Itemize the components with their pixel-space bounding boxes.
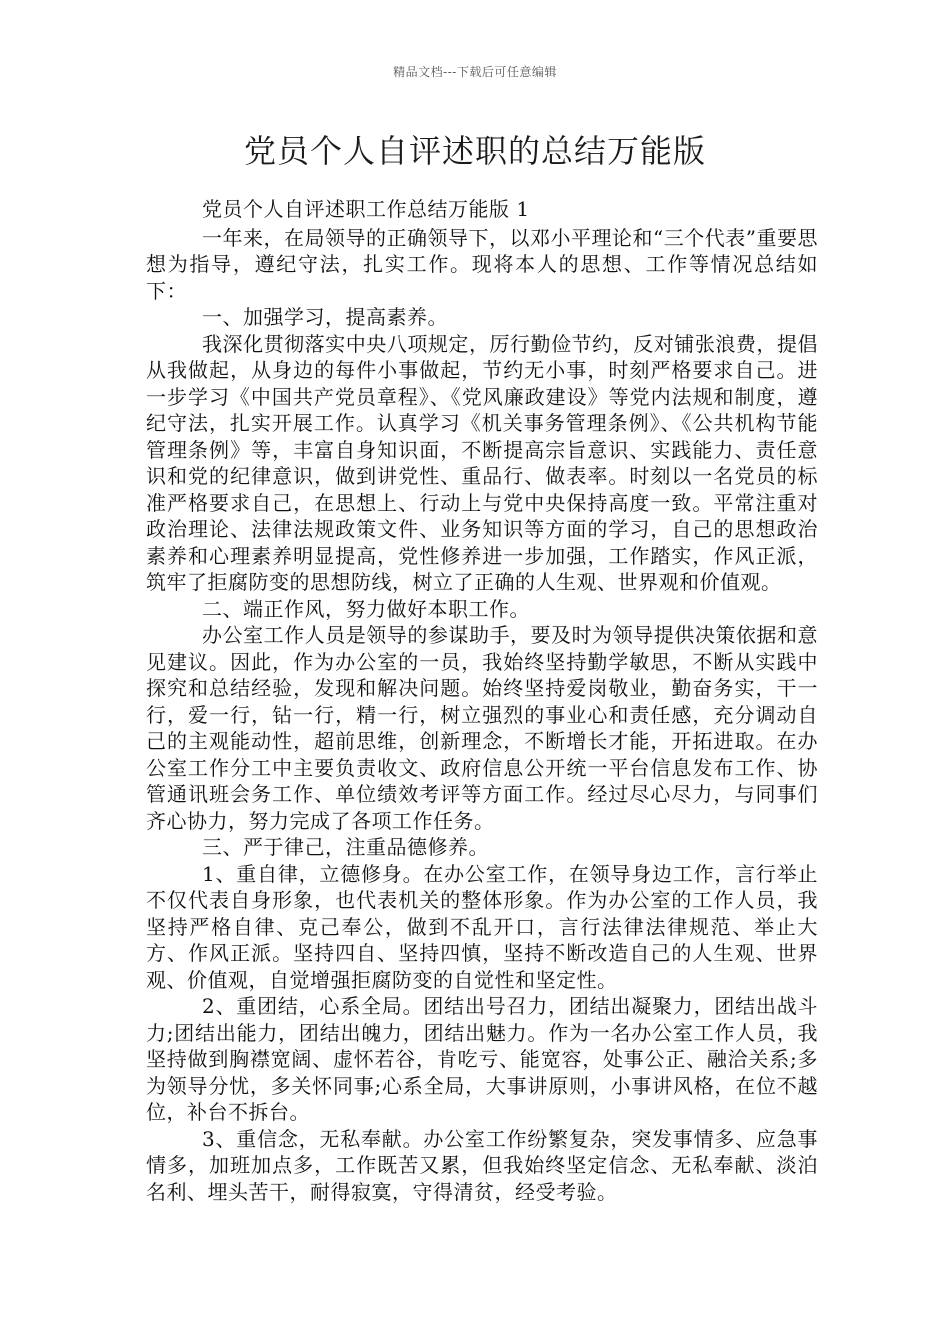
paragraph-work-style: 办公室工作人员是领导的参谋助手，要及时为领导提供决策依据和意见建议。因此，作为办公室的一员，我始终坚持勤学敏思，不断从实践中探究和总结经验，发现和解决问题。始终坚持爱岗敬业，勤奋务实，干一行，爱一行，钻一行，精一行，树立强烈的事业心和责任感，充分调动自己的主观能动性，超前思维，创新理念，不断增长才能，开拓进取。在办公室工作分工中主要负责收文、政府信息公开统一平台信息发布工作、协管通讯班会务工作、单位绩效考评等方面工作。经过尽心尽力，与同事们齐心协力，努力完成了各项工作任务。 [146, 623, 818, 833]
header-watermark: 精品文档---下载后可任意编辑 [393, 65, 557, 79]
document-title: 党员个人自评述职的总结万能版 [243, 132, 706, 170]
section-heading-1: 一、加强学习，提高素养。 [202, 305, 448, 329]
document-body [146, 196, 818, 1205]
document-subtitle: 党员个人自评述职工作总结万能版 1 [202, 197, 530, 221]
paragraph-unity: 2、重团结，心系全局。团结出号召力，团结出凝聚力，团结出战斗力;团结出能力，团结出魄力，团结出魅力。作为一名办公室工作人员，我坚持做到胸襟宽阔、虚怀若谷，肯吃亏、能宽容，处事公正、融洽关系;多为领导分忧，多关怀同事;心系全局，大事讲原则，小事讲风格，在位不越位，补台不拆台。 [146, 994, 818, 1124]
paragraph-study: 我深化贯彻落实中央八项规定，厉行勤俭节约，反对铺张浪费，提倡从我做起，从身边的每件小事做起，节约无小事，时刻严格要求自己。进一步学习《中国共产党员章程》、《党风廉政建设》等党内法规和制度，遵纪守法，扎实开展工作。认真学习《机关事务管理条例》、《公共机构节能管理条例》等，丰富自身知识面，不断提高宗旨意识、实践能力、责任意识和党的纪律意识，做到讲党性、重品行、做表率。时刻以一名党员的标准严格要求自己，在思想上、行动上与党中央保持高度一致。平常注重对政治理论、法律法规政策文件、业务知识等方面的学习，自己的思想政治素养和心理素养明显提高，党性修养进一步加强，工作踏实，作风正派，筑牢了拒腐防变的思想防线，树立了正确的人生观、世界观和价值观。 [146, 331, 818, 594]
paragraph-dedication: 3、重信念，无私奉献。办公室工作纷繁复杂，突发事情多、应急事情多，加班加点多，工作既苦又累，但我始终坚定信念、无私奉献、淡泊名利、埋头苦干，耐得寂寞，守得清贫，经受考验。 [146, 1126, 818, 1204]
paragraph-self-discipline: 1、重自律，立德修身。在办公室工作，在领导身边工作，言行举止不仅代表自身形象，也代表机关的整体形象。作为办公室的工作人员，我坚持严格自律、克己奉公，做到不乱开口，言行法律法律规范、举止大方、作风正派。坚持四自、坚持四慎，坚持不断改造自己的人生观、世界观、价值观，自觉增强拒腐防变的自觉性和坚定性。 [146, 861, 818, 992]
section-heading-2: 二、端正作风，努力做好本职工作。 [202, 596, 530, 621]
paragraph-intro: 一年来，在局领导的正确领导下，以邓小平理论和“三个代表”重要思想为指导，遵纪守法，扎实工作。现将本人的思想、工作等情况总结如下： [146, 225, 818, 303]
section-heading-3: 三、严于律己，注重品德修养。 [202, 835, 489, 859]
